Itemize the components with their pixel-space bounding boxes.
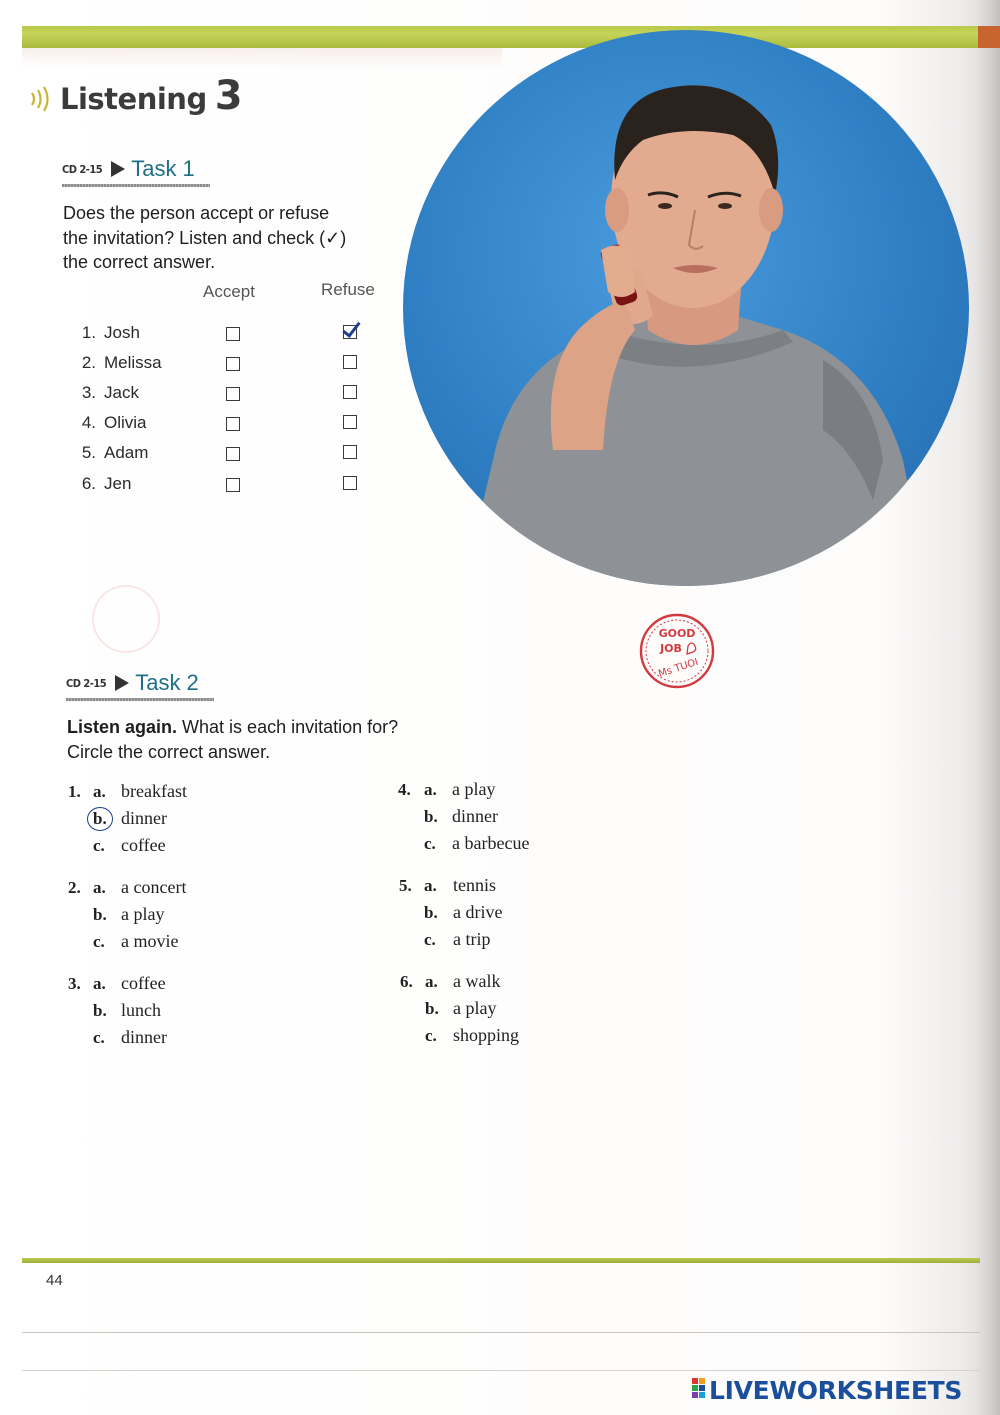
answer-circle-mark xyxy=(87,807,113,831)
option-text[interactable]: a play xyxy=(452,779,496,799)
option-text[interactable]: a play xyxy=(121,904,165,924)
task2-instruction xyxy=(67,715,398,764)
task1-instruction-line: Does the person accept or refuse xyxy=(63,203,330,223)
task1-row xyxy=(0,413,420,443)
page-edge-line xyxy=(22,1332,980,1333)
refuse-column-header: Refuse xyxy=(321,280,375,299)
row-number: 3. xyxy=(81,383,96,402)
watermark-text: LIVEWORKSHEETS xyxy=(709,1376,963,1405)
task2-underline xyxy=(66,698,214,701)
option-text[interactable]: coffee xyxy=(121,973,166,993)
person-illustration xyxy=(403,30,969,586)
option-letter: c. xyxy=(93,836,105,855)
row-name: Adam xyxy=(104,443,149,462)
question-number: 4. xyxy=(398,780,411,799)
section-title-number: 3 xyxy=(214,73,243,119)
person-on-phone-photo xyxy=(403,30,969,586)
accept-checkbox[interactable] xyxy=(226,417,240,431)
thumbs-up-icon xyxy=(687,643,696,654)
option-letter: a. xyxy=(93,974,106,993)
task1-title: Task 1 xyxy=(131,156,195,181)
task1-heading xyxy=(62,156,195,182)
option-letter: b. xyxy=(424,807,438,826)
section-title-word: Listening xyxy=(60,82,207,116)
option-text[interactable]: a movie xyxy=(121,931,179,951)
accept-checkbox[interactable] xyxy=(226,478,240,492)
bottom-green-rule xyxy=(22,1258,980,1263)
spine-shadow xyxy=(974,0,1000,1415)
stamp-line3: Ms TUOI xyxy=(657,656,700,681)
option-letter: a. xyxy=(93,782,106,801)
option-letter: b. xyxy=(425,999,439,1018)
option-text[interactable]: breakfast xyxy=(121,781,187,801)
good-job-stamp xyxy=(638,612,716,690)
refuse-checkbox[interactable] xyxy=(343,385,357,399)
task1-instruction xyxy=(63,201,346,275)
faded-stamp xyxy=(92,585,160,653)
section-title xyxy=(28,73,243,122)
refuse-checkbox[interactable] xyxy=(343,325,357,339)
option-text[interactable]: a concert xyxy=(121,877,187,897)
accept-checkbox[interactable] xyxy=(226,447,240,461)
refuse-checkbox[interactable] xyxy=(343,476,357,490)
top-orange-edge xyxy=(978,26,1000,48)
option-text[interactable]: shopping xyxy=(453,1025,520,1045)
accept-checkbox[interactable] xyxy=(226,327,240,341)
option-letter: b. xyxy=(93,905,107,924)
task1-row xyxy=(0,474,420,504)
task1-row xyxy=(0,353,420,383)
page-number: 44 xyxy=(46,1272,63,1289)
task1-row xyxy=(0,443,420,473)
option-letter: c. xyxy=(424,930,436,949)
question-number: 6. xyxy=(400,972,413,991)
option-text[interactable]: a trip xyxy=(453,929,491,949)
task1-instruction-line: the correct answer. xyxy=(63,252,216,272)
row-name: Jack xyxy=(104,383,139,402)
option-letter: a. xyxy=(424,780,437,799)
task1-cd-label: CD 2-15 xyxy=(62,162,103,176)
header-bleed xyxy=(22,48,502,68)
row-name: Jen xyxy=(104,474,132,493)
refuse-checkbox[interactable] xyxy=(343,415,357,429)
question-number: 5. xyxy=(399,876,412,895)
sound-waves-icon xyxy=(28,83,56,115)
task1-row xyxy=(0,383,420,413)
row-name: Josh xyxy=(104,323,140,342)
task2-cd-label: CD 2-15 xyxy=(66,676,107,690)
option-letter: b. xyxy=(424,903,438,922)
option-text[interactable]: a walk xyxy=(453,971,501,991)
task1-row xyxy=(0,323,420,353)
row-number: 5. xyxy=(81,443,96,462)
liveworksheets-logo-icon xyxy=(692,1378,706,1404)
row-name: Melissa xyxy=(104,353,162,372)
option-text[interactable]: dinner xyxy=(121,1027,167,1047)
option-text[interactable]: a play xyxy=(453,998,497,1018)
option-letter: c. xyxy=(425,1026,437,1045)
option-letter: b. xyxy=(93,1001,107,1020)
question-number: 1. xyxy=(68,782,81,801)
play-arrow-icon xyxy=(111,161,125,177)
option-letter: c. xyxy=(93,932,105,951)
accept-checkbox[interactable] xyxy=(226,387,240,401)
option-text[interactable]: lunch xyxy=(121,1000,161,1020)
option-letter: c. xyxy=(93,1028,105,1047)
accept-column-header: Accept xyxy=(203,282,255,301)
task1-underline xyxy=(62,184,210,187)
refuse-checkbox[interactable] xyxy=(343,445,357,459)
task2-instruction-rest: What is each invitation for? xyxy=(182,717,399,737)
question-number: 3. xyxy=(68,974,81,993)
option-text[interactable]: a barbecue xyxy=(452,833,530,853)
option-letter: a. xyxy=(424,876,437,895)
row-number: 4. xyxy=(81,413,96,432)
stamp-line2: JOB xyxy=(660,642,682,655)
option-letter: b. xyxy=(93,809,107,828)
option-text[interactable]: a drive xyxy=(453,902,503,922)
option-text[interactable]: dinner xyxy=(121,808,167,828)
row-number: 6. xyxy=(81,474,96,493)
row-name: Olivia xyxy=(104,413,147,432)
liveworksheets-watermark[interactable] xyxy=(692,1376,962,1405)
option-letter: a. xyxy=(93,878,106,897)
option-text[interactable]: coffee xyxy=(121,835,166,855)
play-arrow-icon xyxy=(115,675,129,691)
task2-title: Task 2 xyxy=(135,670,199,695)
task2-instruction-line2: Circle the correct answer. xyxy=(67,741,271,762)
option-text[interactable]: tennis xyxy=(453,875,496,895)
stamp-line1: GOOD xyxy=(658,627,696,640)
top-green-band xyxy=(22,26,980,48)
option-letter: a. xyxy=(425,972,438,991)
row-number: 1. xyxy=(81,323,96,342)
accept-checkbox[interactable] xyxy=(226,357,240,371)
task2-instruction-bold: Listen again. xyxy=(67,717,178,737)
task2-heading xyxy=(66,670,199,696)
option-letter: c. xyxy=(424,834,436,853)
task1-instruction-line: the invitation? Listen and check (✓) xyxy=(63,227,347,248)
row-number: 2. xyxy=(81,353,96,372)
question-number: 2. xyxy=(68,878,81,897)
option-text[interactable]: dinner xyxy=(452,806,498,826)
page-edge-line xyxy=(22,1370,980,1371)
refuse-checkbox[interactable] xyxy=(343,355,357,369)
